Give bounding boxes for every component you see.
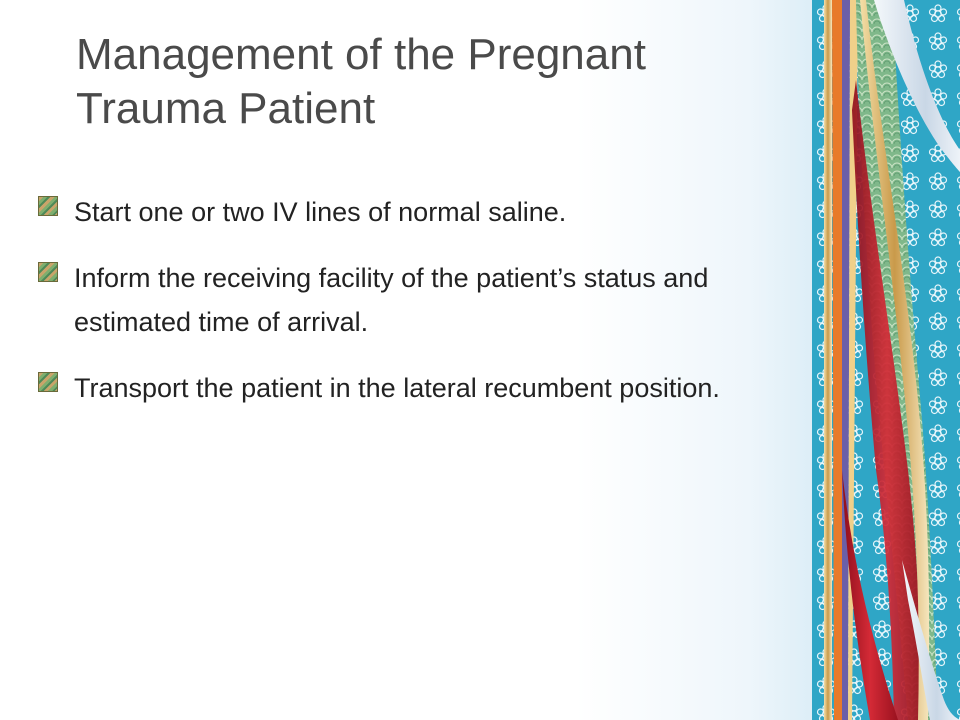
bullet-item — [38, 190, 798, 234]
bullet-item — [38, 366, 798, 410]
slide-title: Management of the Pregnant Trauma Patient — [76, 30, 646, 133]
bullet-square-icon — [38, 372, 58, 392]
bullet-text: Inform the receiving facility of the patient’s status and estimated time of arrival. — [74, 263, 709, 337]
bullet-square-icon — [38, 262, 58, 282]
bullet-text: Transport the patient in the lateral recumbent position. — [74, 373, 720, 403]
bullet-text: Start one or two IV lines of normal saline. — [74, 197, 567, 227]
ribbon-decoration — [812, 0, 960, 720]
bullet-list — [38, 190, 798, 432]
bullet-item — [38, 256, 798, 344]
bullet-square-icon — [38, 196, 58, 216]
